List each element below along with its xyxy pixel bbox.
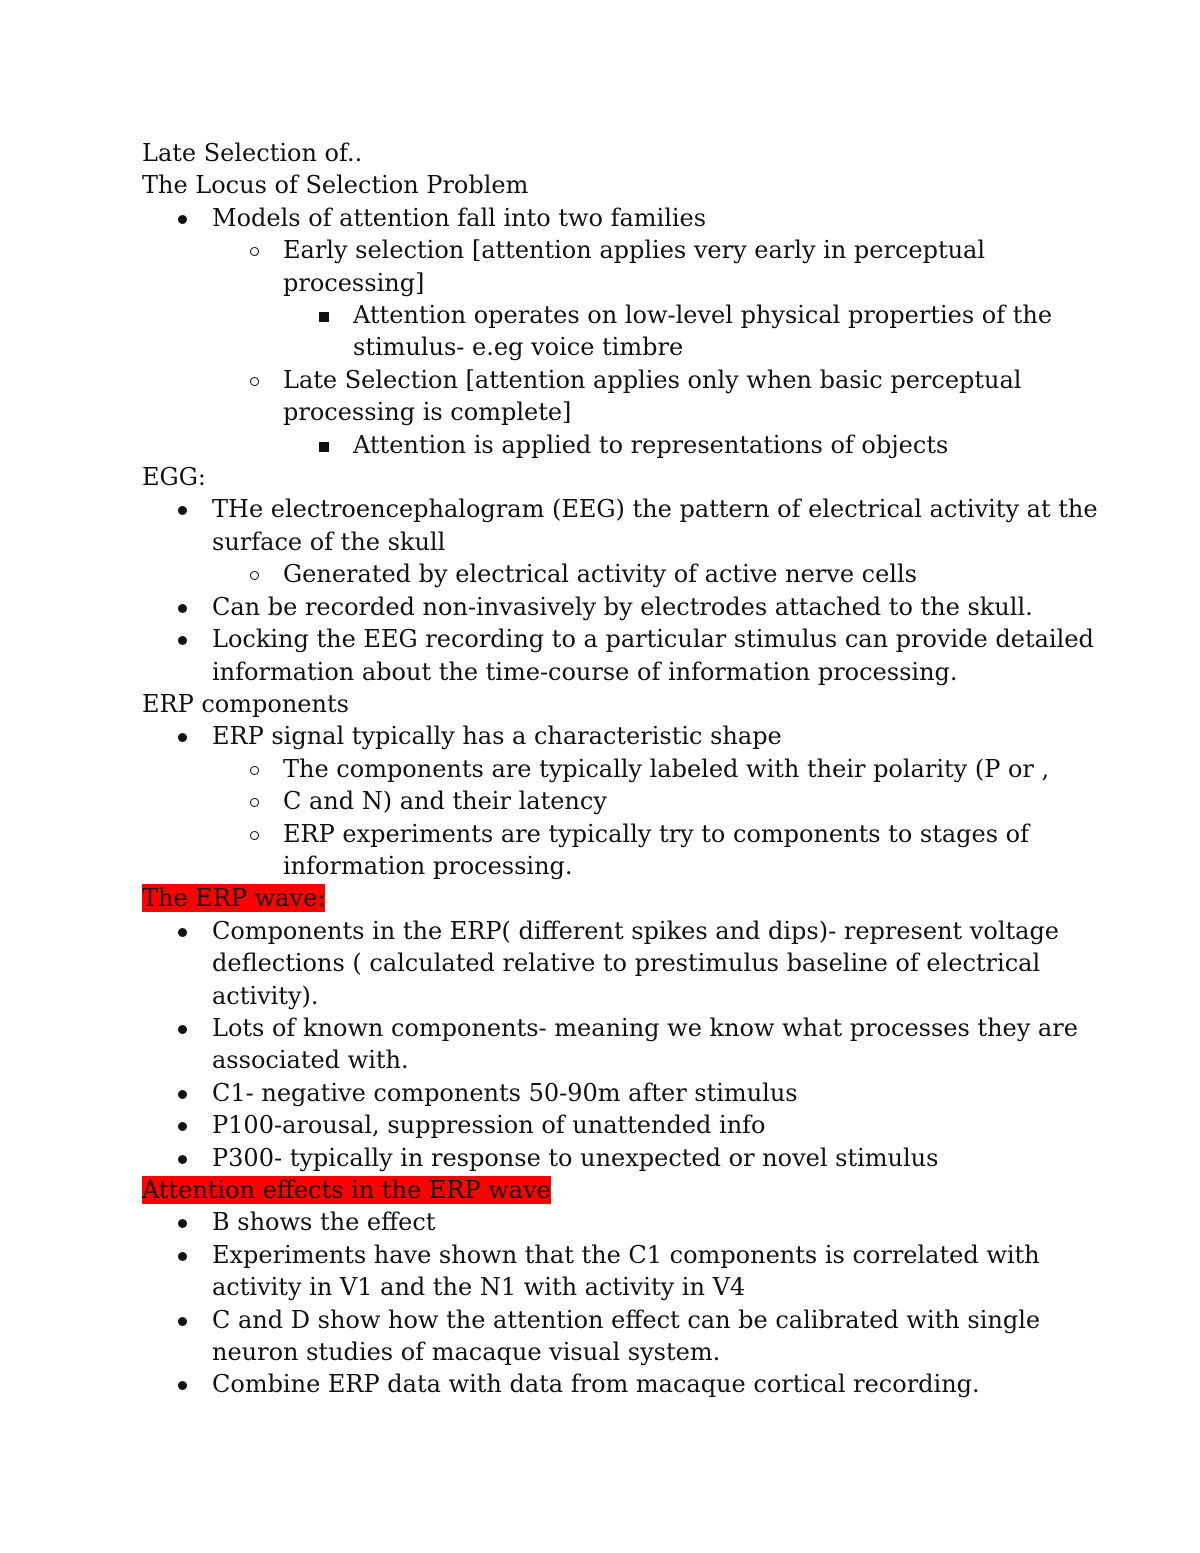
bullet-disc-icon bbox=[178, 1219, 187, 1228]
bullet-disc-icon bbox=[178, 733, 187, 742]
list-item: Attention is applied to representations of objects bbox=[142, 429, 1072, 461]
section-heading-wave bbox=[142, 882, 1072, 914]
bullet-disc-icon bbox=[178, 506, 187, 515]
bullet-disc-icon bbox=[178, 1155, 187, 1164]
list-item: Lots of known components- meaning we know what processes they are associated with. bbox=[142, 1012, 1072, 1077]
bullet-circle-icon bbox=[250, 798, 259, 807]
highlighted-heading: Attention effects in the ERP wave bbox=[142, 1176, 551, 1204]
list-item: Early selection [attention applies very early in perceptual processing] bbox=[142, 234, 1072, 299]
bullet-square-icon bbox=[319, 442, 329, 452]
bullet-disc-icon bbox=[178, 1090, 187, 1099]
section-heading-effects bbox=[142, 1174, 1072, 1206]
list-item: Models of attention fall into two families bbox=[142, 202, 1072, 234]
section-heading-erp: ERP components bbox=[142, 689, 349, 718]
bullet-circle-icon bbox=[250, 571, 259, 580]
bullet-disc-icon bbox=[178, 1381, 187, 1390]
list-item: ERP signal typically has a characteristic shape bbox=[142, 720, 1072, 752]
bullet-disc-icon bbox=[178, 1025, 187, 1034]
bullet-disc-icon bbox=[178, 636, 187, 645]
bullet-circle-icon bbox=[250, 377, 259, 386]
list-item: Combine ERP data with data from macaque cortical recording. bbox=[142, 1368, 1072, 1400]
list-item: Late Selection [attention applies only when basic perceptual processing is complete] bbox=[142, 364, 1072, 429]
list-item: Components in the ERP( different spikes and dips)- represent voltage deflections ( calculated relative to prestimulus baseline of electrical activity). bbox=[142, 915, 1072, 1012]
list-item: C1- negative components 50-90m after stimulus bbox=[142, 1077, 1072, 1109]
list-item: THe electroencephalogram (EEG) the pattern of electrical activity at the surface of the skull bbox=[142, 493, 1072, 558]
list-item: Attention operates on low-level physical properties of the stimulus- e.eg voice timbre bbox=[142, 299, 1072, 364]
bullet-circle-icon bbox=[250, 247, 259, 256]
bullet-disc-icon bbox=[178, 1122, 187, 1131]
list-item: P100-arousal, suppression of unattended info bbox=[142, 1109, 1072, 1141]
list-item: Can be recorded non-invasively by electrodes attached to the skull. bbox=[142, 591, 1072, 623]
bullet-disc-icon bbox=[178, 215, 187, 224]
list-item: Generated by electrical activity of active nerve cells bbox=[142, 558, 1072, 590]
list-item: ERP experiments are typically try to components to stages of information processing. bbox=[142, 818, 1072, 883]
list-item: C and N) and their latency bbox=[142, 785, 1072, 817]
list-item: C and D show how the attention effect can be calibrated with single neuron studies of macaque visual system. bbox=[142, 1304, 1072, 1369]
bullet-disc-icon bbox=[178, 928, 187, 937]
list-item: The components are typically labeled with their polarity (P or , bbox=[142, 753, 1072, 785]
list-item: B shows the effect bbox=[142, 1206, 1072, 1238]
section-heading-locus: The Locus of Selection Problem bbox=[142, 171, 529, 200]
bullet-circle-icon bbox=[250, 831, 259, 840]
document-title: Late Selection of.. bbox=[142, 139, 363, 167]
document-page bbox=[142, 137, 1098, 1401]
list-item: Locking the EEG recording to a particular stimulus can provide detailed information about the time-course of information processing. bbox=[142, 623, 1072, 688]
highlighted-heading: The ERP wave: bbox=[142, 884, 326, 913]
bullet-square-icon bbox=[319, 312, 329, 322]
bullet-disc-icon bbox=[178, 1317, 187, 1326]
section-heading-egg: EGG: bbox=[142, 463, 206, 492]
bullet-disc-icon bbox=[178, 604, 187, 613]
list-item: Experiments have shown that the C1 components is correlated with activity in V1 and the N1 with activity in V4 bbox=[142, 1239, 1072, 1304]
bullet-circle-icon bbox=[250, 766, 259, 775]
list-item: P300- typically in response to unexpected or novel stimulus bbox=[142, 1142, 1072, 1174]
bullet-disc-icon bbox=[178, 1252, 187, 1261]
